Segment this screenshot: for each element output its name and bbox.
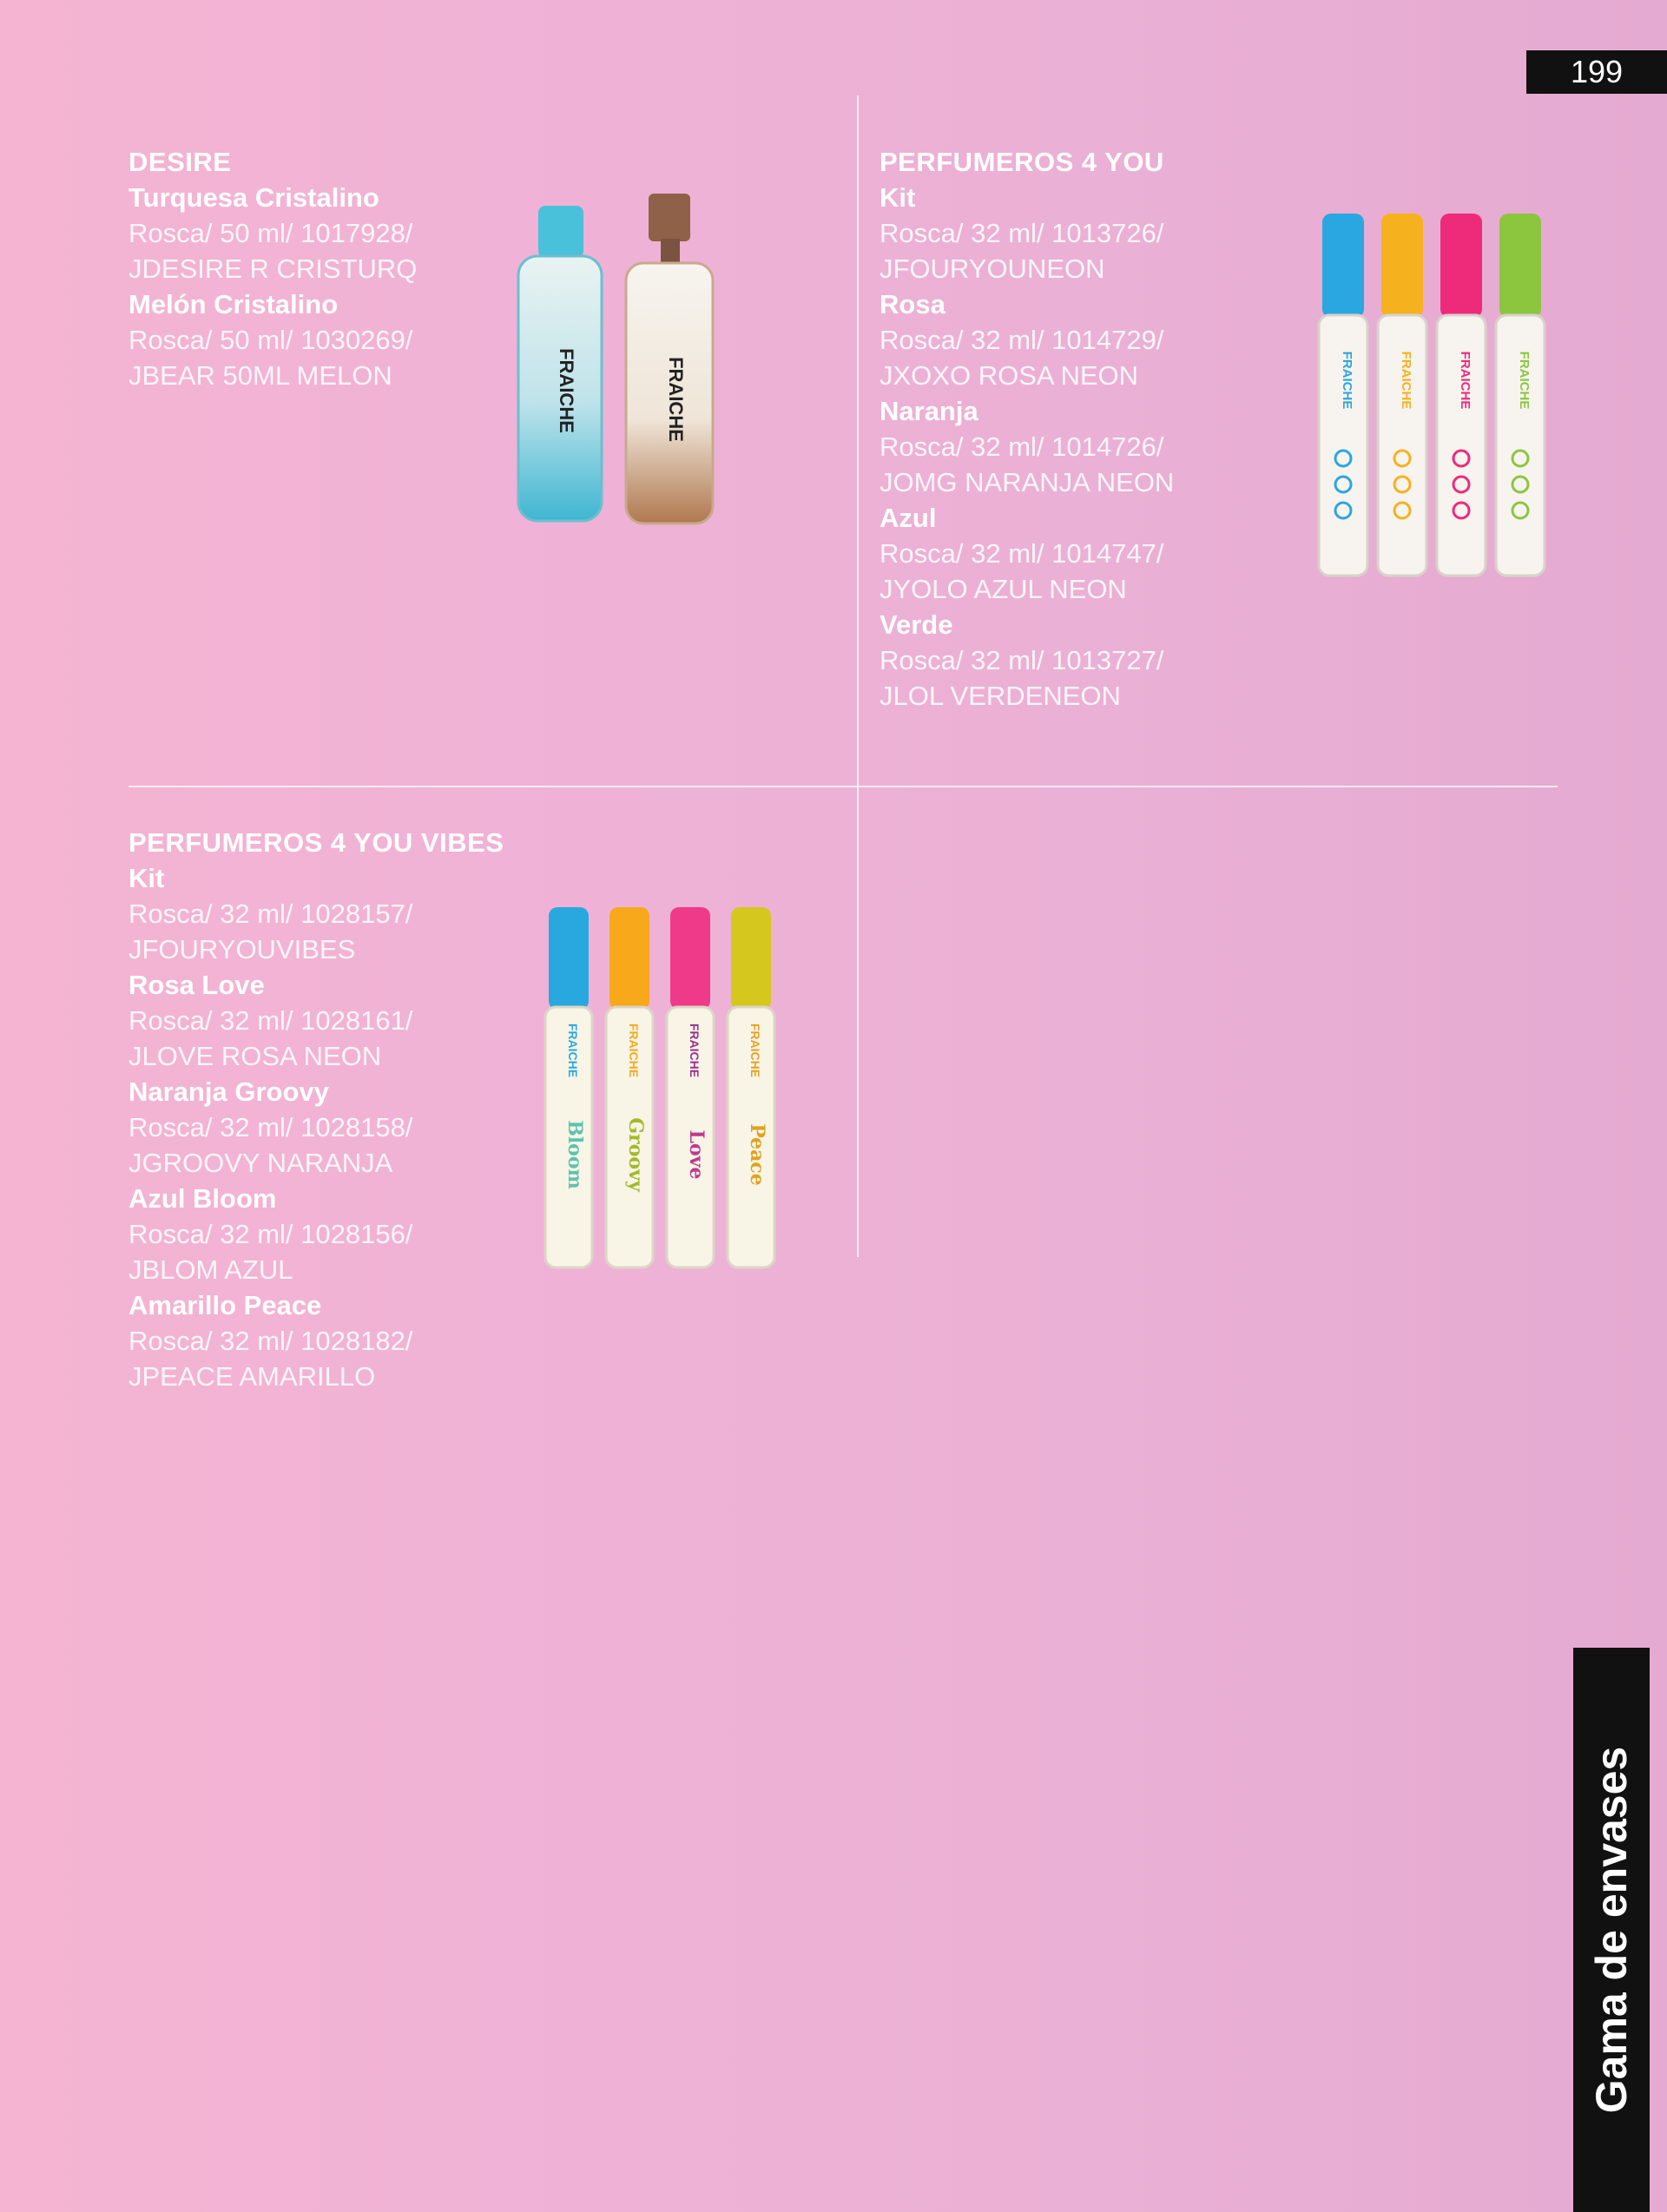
desire-bottles-image (508, 187, 734, 534)
product-item (880, 393, 1174, 500)
product-spec: Rosca/ 32 ml/ 1028156/ (128, 1219, 413, 1249)
product-item (880, 286, 1174, 393)
product-item (128, 1287, 504, 1394)
product-code: JLOVE ROSA NEON (128, 1041, 382, 1071)
spray-peace (728, 907, 774, 1267)
spray-green (1496, 214, 1545, 576)
product-code: JOMG NARANJA NEON (880, 467, 1175, 497)
product-item (128, 1074, 504, 1181)
product-name: Azul Bloom (128, 1183, 277, 1214)
svg-text:Groovy: Groovy (624, 1117, 647, 1192)
product-item (128, 180, 417, 286)
svg-text:FRAICHE: FRAICHE (1517, 351, 1532, 410)
page-number: 199 (1526, 50, 1667, 94)
product-spec: Rosca/ 32 ml/ 1028182/ (128, 1326, 413, 1356)
product-code: JBLOM AZUL (128, 1254, 293, 1285)
product-code: JXOXO ROSA NEON (880, 360, 1139, 391)
section-perfumeros-4-you-vibes (128, 825, 504, 1394)
product-spec: Rosca/ 50 ml/ 1017928/ (128, 218, 413, 248)
product-item (128, 1181, 504, 1287)
product-name: Melón Cristalino (128, 289, 339, 319)
product-name: Naranja (880, 396, 978, 426)
product-spec: Rosca/ 32 ml/ 1014726/ (880, 431, 1164, 462)
svg-text:FRAICHE: FRAICHE (748, 1023, 762, 1078)
product-code: JFOURYOUVIBES (128, 934, 356, 964)
product-spec: Rosca/ 32 ml/ 1013727/ (880, 645, 1164, 675)
vibes-sprays-image (540, 903, 783, 1276)
section-desire (128, 144, 417, 393)
section-side-tab (1573, 1648, 1650, 2212)
product-code: JYOLO AZUL NEON (880, 574, 1127, 604)
side-tab-label: Gama de envases (1587, 1746, 1636, 2114)
kit-item (128, 860, 504, 967)
product-name: Rosa Love (128, 970, 265, 1000)
product-code: JFOURYOUNEON (880, 253, 1105, 284)
svg-text:Bloom: Bloom (563, 1120, 586, 1189)
product-spec: Rosca/ 50 ml/ 1030269/ (128, 325, 413, 355)
product-name: Rosa (880, 289, 946, 319)
brand-logo: FRAICHE (665, 357, 687, 442)
section-perfumeros-4-you (880, 144, 1174, 714)
product-name: Kit (880, 182, 916, 213)
product-name: Kit (128, 863, 165, 893)
product-spec: Rosca/ 32 ml/ 1028158/ (128, 1112, 413, 1142)
product-name: Azul (880, 503, 937, 533)
svg-text:Peace: Peace (746, 1123, 768, 1186)
horizontal-divider (128, 786, 1558, 787)
product-code: JGROOVY NARANJA (128, 1148, 393, 1178)
spray-blue (1319, 214, 1367, 576)
product-name: Naranja Groovy (128, 1076, 329, 1107)
product-name: Verde (880, 609, 953, 640)
section-heading: DESIRE (128, 147, 232, 177)
svg-text:FRAICHE: FRAICHE (688, 1023, 702, 1078)
spray-love (667, 907, 714, 1267)
vertical-divider (857, 95, 859, 1257)
spray-orange (1378, 214, 1427, 576)
product-name: Turquesa Cristalino (128, 182, 379, 213)
product-code: JDESIRE R CRISTURQ (128, 253, 418, 284)
svg-text:FRAICHE: FRAICHE (1458, 351, 1473, 410)
product-item (128, 286, 417, 393)
section-heading: PERFUMEROS 4 YOU (880, 147, 1164, 177)
product-item (128, 967, 504, 1074)
kit-item (880, 180, 1174, 286)
four-you-sprays-image (1315, 207, 1558, 589)
svg-text:FRAICHE: FRAICHE (627, 1023, 641, 1078)
svg-text:Love: Love (685, 1129, 708, 1180)
spray-pink (1437, 214, 1486, 576)
product-code: JBEAR 50ML MELON (128, 360, 392, 391)
svg-text:FRAICHE: FRAICHE (1340, 351, 1354, 410)
product-spec: Rosca/ 32 ml/ 1014747/ (880, 538, 1164, 569)
product-item (880, 500, 1174, 607)
product-item (880, 607, 1174, 714)
svg-text:FRAICHE: FRAICHE (1399, 351, 1413, 410)
spray-groovy (606, 907, 653, 1267)
section-heading: PERFUMEROS 4 YOU VIBES (128, 827, 504, 858)
product-code: JLOL VERDENEON (880, 681, 1121, 711)
brand-logo: FRAICHE (556, 348, 577, 433)
product-name: Amarillo Peace (128, 1290, 322, 1320)
product-code: JPEACE AMARILLO (128, 1361, 376, 1392)
svg-text:FRAICHE: FRAICHE (566, 1023, 580, 1078)
product-spec: Rosca/ 32 ml/ 1028157/ (128, 899, 413, 929)
product-spec: Rosca/ 32 ml/ 1014729/ (880, 325, 1164, 355)
product-spec: Rosca/ 32 ml/ 1013726/ (880, 218, 1164, 248)
spray-bloom (545, 907, 592, 1267)
product-spec: Rosca/ 32 ml/ 1028161/ (128, 1005, 413, 1036)
